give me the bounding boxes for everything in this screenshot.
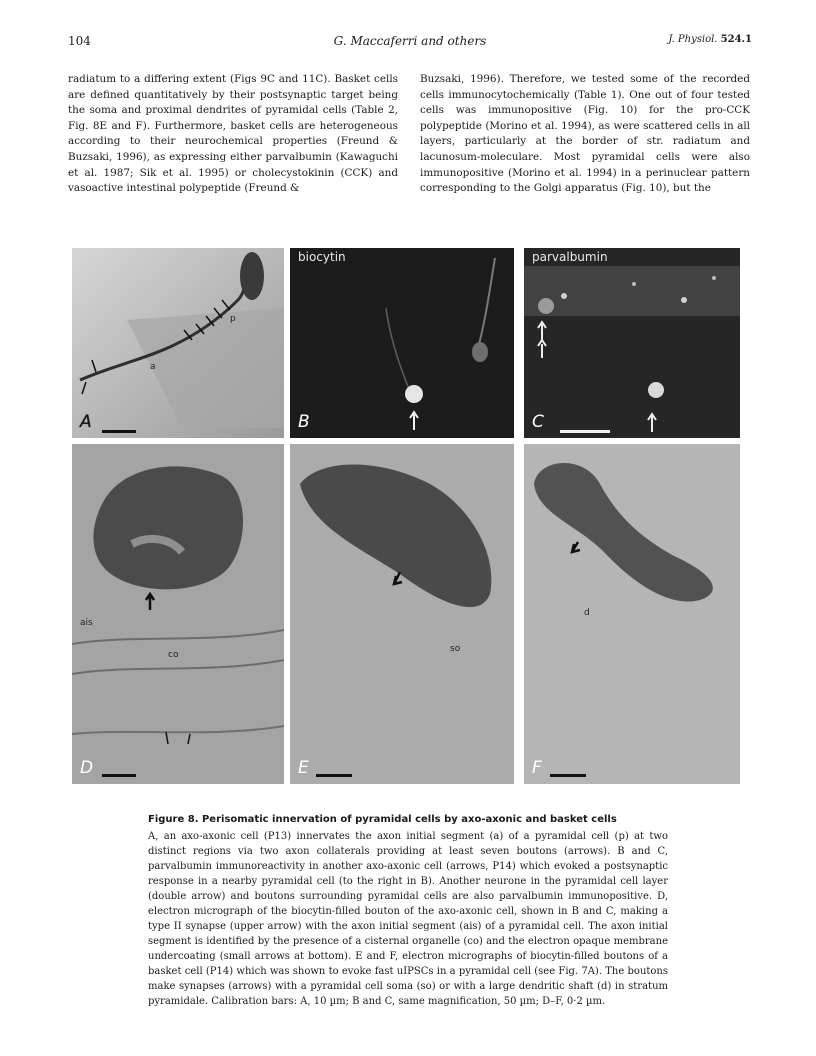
panel-c-label: C: [532, 412, 544, 432]
journal-name: J. Physiol.: [668, 34, 718, 45]
tag-p: p: [230, 314, 236, 324]
running-header: [68, 34, 752, 50]
body-column-right: [420, 72, 750, 197]
caption-text: A, an axo-axonic cell (P13) innervates the axon initial segment (a) of a pyramidal cell (p) at two distinct regions via two axon collaterals providing at least seven boutons (arrows). B and C, parvalbumin immunoreactivity in another axo-axonic cell (arrows, P14) which evoked a postsynaptic response in a nearby pyramidal cell (to the right in B). Another neurone in the pyramidal cell layer (double arrow) and boutons surrounding pyramidal cells are also parvalbumin immunopositive. D, electron micrograph of the biocytin-filled bouton of the axo-axonic cell, shown in B and C, making a type II synapse (upper arrow) with the axon initial segment (ais) of a pyramidal cell. The axon initial segment is identified by the presence of a cisternal organelle (co) and the electron opaque membrane undercoating (small arrows at bottom). E and F, electron micrographs of biocytin-filled boutons of a basket cell (P14) which was shown to evoke fast uIPSCs in a pyramidal cell (see Fig. 7A). The boutons make synapses (arrows) with a pyramidal cell soma (so) or with a large dendritic shaft (d) in stratum pyramidale. Calibration bars: A, 10 µm; B and C, same magnification, 50 µm; D–F, 0·2 µm.: [148, 831, 668, 1007]
figure-caption: [148, 812, 668, 1009]
panel-b-title: biocytin: [298, 250, 346, 264]
panel-d-micrograph: [72, 444, 284, 784]
page-number: 104: [68, 34, 91, 48]
panel-d-label: D: [80, 758, 94, 778]
panel-f-micrograph: [524, 444, 740, 784]
tag-co: co: [168, 650, 179, 660]
running-authors: G. Maccaferri and others: [333, 34, 487, 48]
body-column-left: [68, 72, 398, 197]
tag-a: a: [150, 362, 156, 372]
panel-c: [524, 248, 740, 438]
panel-e-label: E: [298, 758, 309, 778]
panel-b: [290, 248, 514, 438]
panel-a-micrograph: [72, 248, 284, 438]
panel-b-micrograph: [290, 248, 514, 438]
panel-e: [290, 444, 514, 784]
body-paragraph-right: Buzsaki, 1996). Therefore, we tested some of the recorded cells immunocytochemically (Table 1). One out of four tested cells was immunopositive (Fig. 10) for the pro-CCK polypeptide (Morino et al. 1994), as were scattered cells in all layers, particularly at the border of str. radiatum and lacunosum-moleculare. Most pyramidal cells were also immunopositive (Morino et al. 1994) in a perinuclear pattern corresponding to the Golgi apparatus (Fig. 10), but the: [420, 73, 750, 195]
panel-f: [524, 444, 740, 784]
tag-d: d: [584, 608, 590, 618]
panel-e-micrograph: [290, 444, 514, 784]
body-paragraph-left: radiatum to a differing extent (Figs 9C and 11C). Basket cells are defined quantitatively by their postsynaptic target being the soma and proximal dendrites of pyramidal cells (Table 2, Fig. 8E and F). Furthermore, basket cells are heterogeneous according to their neurochemical properties (Freund & Buzsaki, 1996), as expressing either parvalbumin (Kawaguchi et al. 1987; Sik et al. 1995) or cholecystokinin (CCK) and vasoactive intestinal polypeptide (Freund &: [68, 73, 398, 195]
panel-d: [72, 444, 284, 784]
panel-a-label: A: [80, 412, 92, 432]
panel-c-micrograph: [524, 248, 740, 438]
panel-b-label: B: [298, 412, 310, 432]
caption-title: Figure 8. Perisomatic innervation of pyramidal cells by axo-axonic and basket cells: [148, 814, 617, 825]
journal-volume: 524.1: [720, 34, 752, 45]
journal-citation: [668, 34, 752, 45]
panel-a: [72, 248, 284, 438]
tag-ais: ais: [80, 618, 93, 628]
panel-f-label: F: [532, 758, 542, 778]
tag-so: so: [450, 644, 461, 654]
panel-c-title: parvalbumin: [532, 250, 608, 264]
figure-8: [72, 248, 740, 784]
